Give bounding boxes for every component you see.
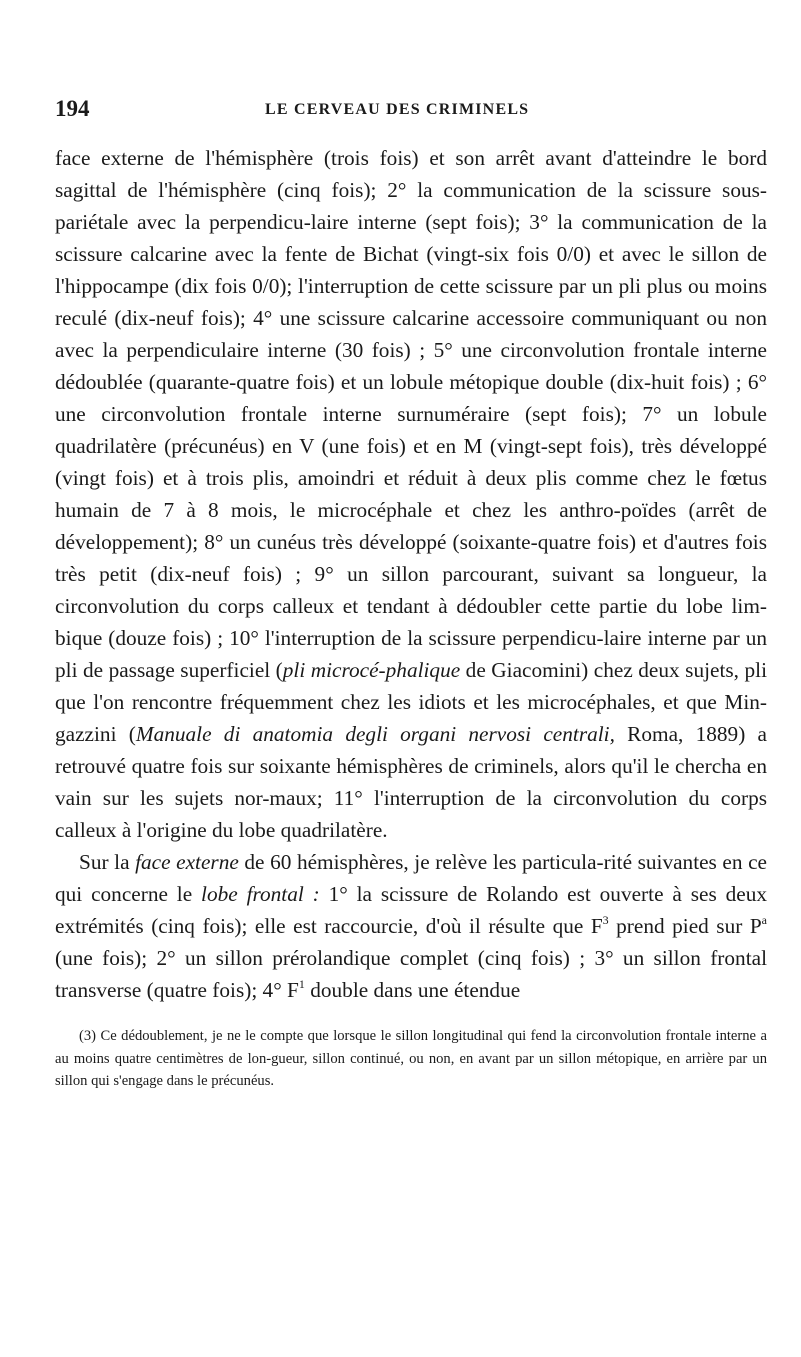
paragraph-2-italic-1: face externe (135, 850, 239, 874)
paragraph-1-text-1: face externe de l'hémisphère (trois fois) et son arrêt avant d'atteindre le bord sagittal de l'hémisphère (cinq fois); 2° la communication de la scissure sous-pariétale avec la perpendicu-laire interne (sept fois); 3° la communication de la scissure calcarine avec la fente de Bichat (vingt-six fois 0/0) et avec le sillon de l'hippocampe (dix fois 0/0); l'interruption de cette scissure par un pli plus ou moins reculé (dix-neuf fois); 4° une scissure calcarine accessoire communiquant ou non avec la perpendiculaire interne (30 fois) ; 5° une circonvolution frontale interne dédoublée (quarante-quatre fois) et un lobule métopique double (dix-huit fois) ; 6° une circonvolution frontale interne surnuméraire (sept fois); 7° un lobule quadrilatère (précunéus) en V (une fois) et en M (vingt-sept fois), très développé (vingt fois) et à trois plis, amoindri et réduit à deux plis comme chez le fœtus humain de 7 à 8 mois, le microcéphale et chez les anthro-poïdes (arrêt de développement); 8° un cunéus très développé (soixante-quatre fois) et d'autres fois très petit (dix-neuf fois) ; 9° un sillon parcourant, suivant sa longueur, la circonvolution du corps calleux et tendant à dédoubler cette partie du lobe lim-bique (douze fois) ; 10° l'interruption de la scissure perpendicu-laire interne par un pli de passage superficiel ( (55, 146, 767, 682)
paragraph-2-text-3: 1° la scissure de Rolando est ouverte à ses deux extrémités (cinq fois); elle est raccourcie, d'où il résulte que F (55, 882, 767, 938)
paragraph-1-italic-2: Manuale di anatomia degli organi nervosi centrali, (135, 722, 615, 746)
paragraph-2-text-4: prend pied sur P (608, 914, 762, 938)
page-number: 194 (55, 96, 90, 121)
paragraph-2 (55, 846, 767, 1006)
running-header (55, 94, 765, 124)
paragraph-2-italic-2: lobe frontal : (201, 882, 320, 906)
paragraph-2-text-6: double dans une étendue (304, 978, 521, 1002)
footnote: (3) Ce dédoublement, je ne le compte que lorsque le sillon longitudinal qui fend la circonvolution frontale interne a au moins quatre centimètres de lon-gueur, sillon continué, ou non, en avant par un sillon métopique, en arrière par un sillon qui s'engage dans le précunéus. (55, 1028, 767, 1089)
body-text (55, 142, 767, 1006)
paragraph-1 (55, 142, 767, 846)
paragraph-2-text-5: (une fois); 2° un sillon prérolandique complet (cinq fois) ; 3° un sillon frontal transverse (quatre fois); 4° F (55, 946, 767, 1002)
paragraph-1-text-2: de Giacomini) chez deux sujets, pli que l'on rencontre fréquemment chez les idiots et les microcéphales, et que Min-gazzini ( (55, 658, 767, 746)
running-title: LE CERVEAU DES CRIMINELS (265, 101, 530, 118)
superscript-3: 1 (298, 977, 305, 991)
superscript-1: 3 (602, 913, 609, 927)
paragraph-1-text-3: Roma, 1889) a retrouvé quatre fois sur soixante hémisphères de criminels, alors qu'il le chercha en vain sur les sujets nor-maux; 11° l'interruption de la circonvolution du corps calleux à l'origine du lobe quadrilatère. (55, 722, 768, 842)
paragraph-1-italic-1: pli microcé-phalique (282, 658, 461, 682)
superscript-2: a (761, 913, 767, 927)
paragraph-2-text-1: Sur la (79, 850, 136, 874)
paragraph-2-text-2: de 60 hémisphères, je relève les particula-rité suivantes en ce qui concerne le (55, 850, 767, 906)
